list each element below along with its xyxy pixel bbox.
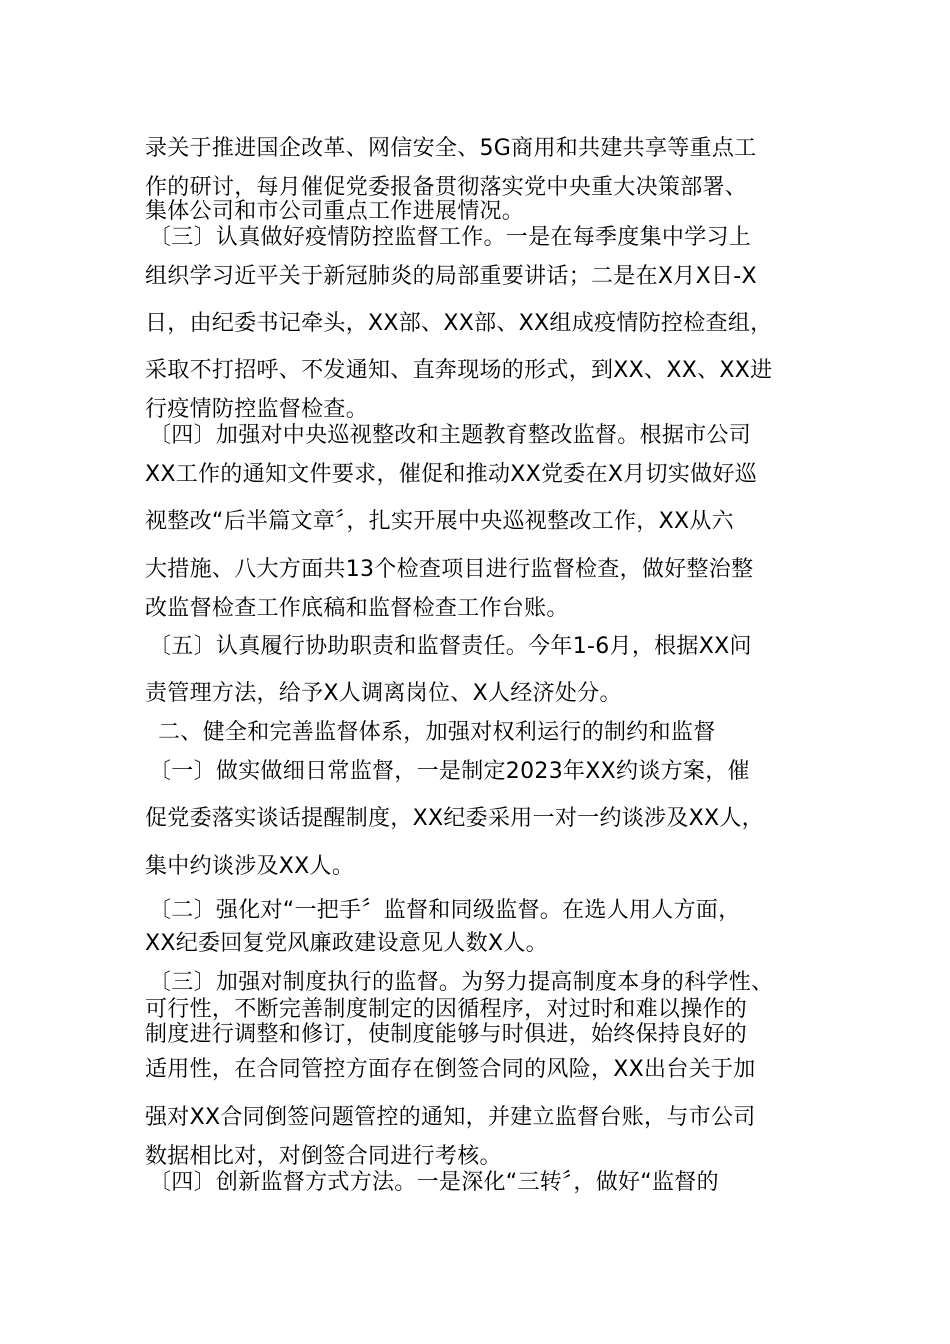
text-line: XX工作的通知文件要求，催促和推动XX党委在X月切实做好巡 [145, 462, 758, 487]
text-line: 责管理方法，给予X人调离岗位、X人经济处分。 [145, 681, 622, 706]
text-line: 行疫情防控监督检查。 [145, 397, 369, 422]
text-line: 视整改“后半篇文章〞，扎实开展中央巡视整改工作，XX从六 [145, 509, 734, 534]
text-line: 数据相比对，对倒签合同进行考核。 [145, 1144, 502, 1169]
text-line: 促党委落实谈话提醒制度，XX纪委采用一对一约谈涉及XX人， [145, 806, 764, 831]
text-line: 作的研讨，每月催促党委报备贯彻落实党中央重大决策部署、 [145, 175, 748, 200]
text-line: 可行性，不断完善制度制定的因循程序，对过时和难以操作的 [145, 997, 748, 1022]
text-line: 日，由纪委书记牵头，XX部、XX部、XX组成疫情防控检查组， [145, 311, 773, 336]
text-line: 大措施、八大方面共13个检查项目进行监督检查，做好整治整 [145, 557, 754, 582]
text-line: 制度进行调整和修订，使制度能够与时俱进，始终保持良好的 [145, 1022, 748, 1047]
text-line: 组织学习近平关于新冠肺炎的局部重要讲话；二是在X月X日-X [145, 264, 757, 289]
text-line: 〔一〕做实做细日常监督，一是制定2023年XX约谈方案，催 [149, 759, 750, 784]
text-line: 〔四〕加强对中央巡视整改和主题教育整改监督。根据市公司 [149, 423, 752, 448]
text-line: 〔二〕强化对“一把手〞监督和同级监督。在选人用人方面， [149, 898, 741, 923]
text-line: 采取不打招呼、不发通知、直奔现场的形式，到XX、XX、XX进 [145, 358, 773, 383]
text-line: XX纪委回复党风廉政建设意见人数X人。 [145, 931, 548, 956]
text-line: 录关于推进国企改革、网信安全、5G商用和共建共享等重点工 [145, 136, 757, 161]
text-line: 适用性，在合同管控方面存在倒签合同的风险，XX出台关于加 [145, 1057, 756, 1082]
text-line: 〔三〕认真做好疫情防控监督工作。一是在每季度集中学习上 [149, 225, 752, 250]
text-line: 改监督检查工作底稿和监督检查工作台账。 [145, 596, 569, 621]
text-line: 集体公司和市公司重点工作进展情况。 [145, 199, 525, 224]
section-heading: 二、健全和完善监督体系，加强对权利运行的制约和监督 [158, 720, 716, 745]
text-line: 〔五〕认真履行协助职责和监督责任。今年1-6月，根据XX问 [149, 634, 752, 659]
text-line: 〔三〕加强对制度执行的监督。为努力提高制度本身的科学性、 [149, 970, 774, 995]
text-line: 〔四〕创新监督方式方法。一是深化“三转〞，做好“监督的 [149, 1170, 719, 1195]
text-line: 强对XX合同倒签问题管控的通知，并建立监督台账，与市公司 [145, 1105, 756, 1130]
text-line: 集中约谈涉及XX人。 [145, 854, 355, 879]
